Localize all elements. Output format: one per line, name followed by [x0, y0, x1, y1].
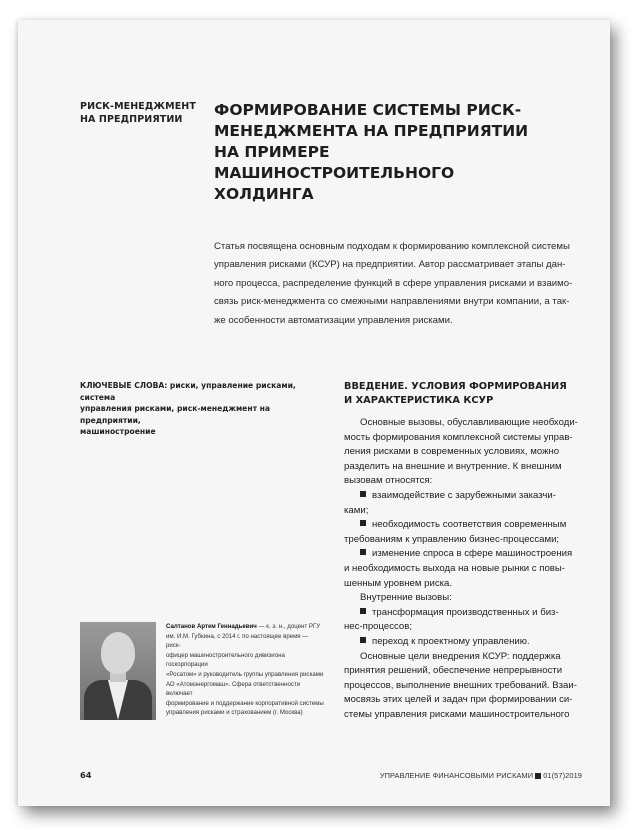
author-bio-line: им. И.М. Губкина, с 2014 г. по настоящее время — риск- — [166, 632, 309, 650]
list-item — [344, 606, 594, 621]
bullet-square-icon — [360, 608, 366, 614]
article-abstract — [214, 238, 592, 330]
internal-label: Внутренние вызовы: — [360, 592, 452, 604]
author-bio-line: управления рисками и страхованием (г. Москва) — [166, 709, 303, 717]
journal-name: УПРАВЛЕНИЕ ФИНАНСОВЫМИ РИСКАМИ — [379, 771, 534, 780]
author-bio-line: офицер машиностроительного дивизиона госкорпорации — [166, 651, 285, 669]
body-line: Основные цели внедрения КСУР: поддержка — [360, 650, 561, 662]
body-line: процессов, выполнение внешних требований. Взаи- — [344, 679, 577, 691]
keywords-label: КЛЮЧЕВЫЕ СЛОВА: — [80, 381, 168, 390]
intro-body — [344, 416, 594, 722]
journal-issue: 01(57)2019 — [543, 771, 582, 780]
title-line: ФОРМИРОВАНИЕ СИСТЕМЫ РИСК- — [214, 101, 522, 119]
title-line: МЕНЕДЖМЕНТА НА ПРЕДПРИЯТИИ — [214, 122, 529, 140]
bullet-square-icon — [360, 520, 366, 526]
list-item-text: необходимость соответствия современным — [372, 519, 567, 531]
author-photo-head — [101, 632, 135, 674]
body-line: вызовам относятся: — [344, 475, 433, 487]
abstract-line: Статья посвящена основным подходам к формированию комплексной системы — [214, 241, 570, 252]
body-line: ками; — [344, 504, 369, 516]
abstract-line: же особенности автоматизации управления рисками. — [214, 314, 453, 326]
author-bio-line: АО «Атомэнергомаш». Сфера ответственности включает — [166, 680, 301, 698]
author-name: Салтанов Артем Геннадьевич — [166, 623, 257, 630]
bullet-square-icon — [360, 637, 366, 643]
title-line: НА ПРИМЕРЕ МАШИНОСТРОИТЕЛЬНОГО — [214, 143, 455, 182]
section-label-line: РИСК-МЕНЕДЖМЕНТ — [80, 101, 196, 112]
journal-page — [18, 20, 610, 806]
list-item-text: взаимодействие с зарубежными заказчи- — [372, 489, 556, 501]
author-bio — [166, 622, 324, 718]
abstract-line: ного процесса, распределение функций в сфере управления рисками и взаимо- — [214, 277, 573, 289]
list-item-text: переход к проектному управлению. — [372, 635, 530, 647]
body-line: и необходимость выхода на новые рынки с повы- — [344, 562, 565, 574]
intro-heading — [344, 380, 604, 407]
list-item — [344, 518, 594, 533]
bullet-square-icon — [360, 549, 366, 555]
keywords-block — [80, 380, 330, 438]
title-line: ХОЛДИНГА — [214, 185, 314, 203]
list-item — [344, 489, 594, 504]
body-line: разделить на внешние и внутренние. К внешним — [344, 460, 562, 472]
body-line: Основные вызовы, обуславливающие необходи- — [360, 417, 578, 428]
bullet-square-icon — [360, 491, 366, 497]
author-bio-line: формирование и поддержание корпоративной системы — [166, 699, 324, 707]
section-label-line: НА ПРЕДПРИЯТИИ — [80, 114, 183, 125]
intro-heading-line: И ХАРАКТЕРИСТИКА КСУР — [344, 394, 494, 406]
body-line: шенным уровнем риска. — [344, 577, 453, 589]
list-item — [344, 547, 594, 562]
body-line: нес-процессов; — [344, 621, 413, 633]
keywords-text: машиностроение — [80, 427, 156, 436]
journal-footer — [380, 771, 582, 780]
abstract-line: связь риск-менеджмента со смежными направлениями внутри компании, а так- — [214, 296, 570, 308]
body-line: стемы управления рисками машиностроительного — [344, 708, 570, 720]
body-line: мость формирования комплексной системы управ- — [344, 431, 573, 443]
author-bio-line: — к. э. н., доцент РГУ — [256, 623, 321, 630]
body-line: требованиям к управлению бизнес-процессами; — [344, 533, 560, 545]
page-number: 64 — [80, 770, 92, 780]
intro-heading-line: ВВЕДЕНИЕ. УСЛОВИЯ ФОРМИРОВАНИЯ — [344, 381, 567, 392]
keywords-text: риски, управление рисками, система — [80, 381, 296, 402]
list-item — [344, 635, 594, 650]
section-label — [80, 100, 196, 126]
body-line: ления рисками в современных условиях, можно — [344, 446, 560, 458]
list-item-text: изменение спроса в сфере машиностроения — [372, 548, 573, 560]
keywords-text: управления рисками, риск-менеджмент на предприятии, — [80, 404, 270, 425]
list-item-text: трансформация производственных и биз- — [372, 606, 559, 618]
author-photo — [80, 622, 156, 720]
article-title — [214, 100, 574, 205]
body-line: принятия решений, обеспечение непрерывности — [344, 665, 563, 677]
author-bio-line: «Росатом» и руководитель группы управления рисками — [166, 670, 324, 678]
body-line: мосвязь этих целей и задач при формировании си- — [344, 694, 573, 706]
separator-square-icon — [535, 773, 541, 779]
abstract-line: управления рисками (КСУР) на предприятии. Автор рассматривает этапы дан- — [214, 259, 566, 271]
